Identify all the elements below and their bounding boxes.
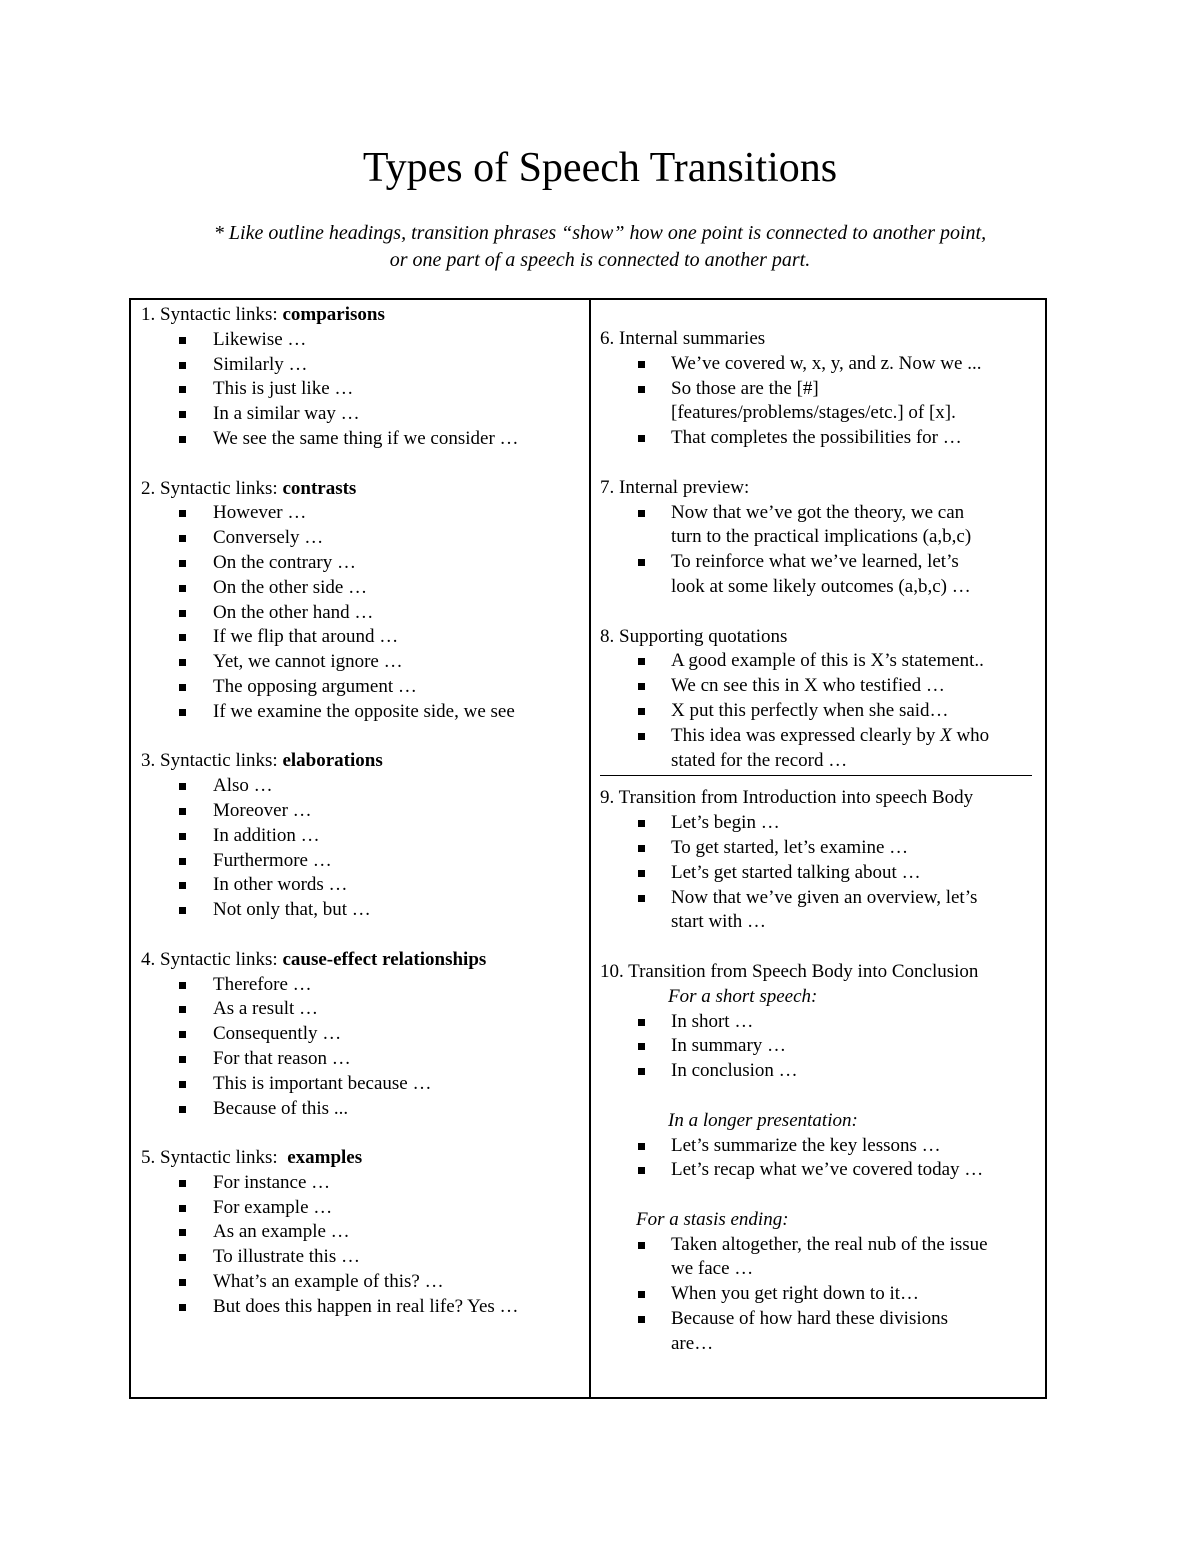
section-heading: 8. Supporting quotations [600, 625, 788, 647]
phrase-list [141, 328, 581, 452]
list-item: On the other side … [141, 576, 581, 601]
list-item: If we flip that around … [141, 625, 581, 650]
list-item: Yet, we cannot ignore … [141, 650, 581, 675]
list-item: On the contrary … [141, 551, 581, 576]
list-item: For instance … [141, 1171, 581, 1196]
list-item: Now that we’ve got the theory, we can turn to the practical implications (a,b,c) [600, 501, 1040, 551]
list-item: The opposing argument … [141, 675, 581, 700]
list-item: Let’s get started talking about … [600, 861, 1040, 886]
list-item: Moreover … [141, 799, 581, 824]
list-item: As an example … [141, 1220, 581, 1245]
intro-note-line-1: * Like outline headings, transition phrases “show” how one point is connected to another point, [213, 222, 987, 244]
list-item: In a similar way … [141, 402, 581, 427]
phrase-list [141, 1171, 581, 1320]
list-item: Consequently … [141, 1022, 581, 1047]
section-body-to-conclusion [600, 960, 1040, 1357]
short-speech-label: For a short speech: [668, 985, 818, 1007]
section-examples [141, 1146, 581, 1320]
section-heading: 6. Internal summaries [600, 328, 766, 349]
list-item: X put this perfectly when she said… [600, 699, 1040, 724]
section-cause-effect [141, 948, 581, 1122]
section-heading: 2. Syntactic links: contrasts [141, 477, 357, 499]
list-item: Taken altogether, the real nub of the issue we face … [600, 1233, 1040, 1283]
section-heading: 4. Syntactic links: cause-effect relationships [141, 948, 487, 970]
list-item: Therefore … [141, 973, 581, 998]
list-item: To illustrate this … [141, 1245, 581, 1270]
list-item: Likewise … [141, 328, 581, 353]
list-item: A good example of this is X’s statement.. [600, 649, 1040, 674]
list-item: For example … [141, 1196, 581, 1221]
list-item: If we examine the opposite side, we see [141, 700, 581, 725]
list-item: In addition … [141, 824, 581, 849]
phrase-list [600, 1233, 1040, 1357]
list-item: We’ve covered w, x, y, and z. Now we ... [600, 352, 1040, 377]
section-heading: 1. Syntactic links: comparisons [141, 304, 385, 325]
list-item: To reinforce what we’ve learned, let’s look at some likely outcomes (a,b,c) … [600, 550, 1040, 600]
section-comparisons [141, 303, 581, 452]
phrase-list [141, 501, 581, 724]
page-title: Types of Speech Transitions [362, 145, 838, 191]
list-item: For that reason … [141, 1047, 581, 1072]
list-item: Now that we’ve given an overview, let’s start with … [600, 886, 1040, 936]
list-item: However … [141, 501, 581, 526]
stasis-ending-label: For a stasis ending: [636, 1208, 789, 1230]
phrase-list [600, 501, 1040, 600]
separator-rule [600, 775, 1032, 776]
section-supporting-quotations [600, 625, 1040, 774]
list-item: This is important because … [141, 1072, 581, 1097]
list-item: But does this happen in real life? Yes … [141, 1295, 581, 1320]
list-item: In conclusion … [600, 1059, 1040, 1084]
list-item: We see the same thing if we consider … [141, 427, 581, 452]
phrase-list [600, 1134, 1040, 1184]
phrase-list [141, 774, 581, 923]
list-item: Furthermore … [141, 849, 581, 874]
section-heading: 5. Syntactic links: examples [141, 1147, 363, 1169]
list-item: Because of this ... [141, 1097, 581, 1122]
right-column [600, 300, 1040, 1357]
section-heading: 10. Transition from Speech Body into Conclusion [600, 960, 979, 982]
section-contrasts [141, 477, 581, 725]
section-intro-to-body [600, 786, 1040, 935]
list-item: Also … [141, 774, 581, 799]
list-item: This is just like … [141, 377, 581, 402]
phrase-list [600, 649, 1040, 773]
list-item: Similarly … [141, 353, 581, 378]
column-divider [589, 300, 591, 1397]
intro-note-line-2: or one part of a speech is connected to another part. [389, 249, 811, 271]
phrase-list [600, 811, 1040, 935]
list-item: As a result … [141, 997, 581, 1022]
list-item: In summary … [600, 1034, 1040, 1059]
section-heading: 3. Syntactic links: elaborations [141, 750, 383, 772]
list-item: That completes the possibilities for … [600, 426, 1040, 451]
list-item: We cn see this in X who testified … [600, 674, 1040, 699]
list-item: To get started, let’s examine … [600, 836, 1040, 861]
section-heading: 9. Transition from Introduction into speech Body [600, 787, 974, 809]
list-item: Let’s recap what we’ve covered today … [600, 1158, 1040, 1183]
left-column [141, 300, 581, 1344]
list-item: This idea was expressed clearly by X who stated for the record … [600, 724, 1040, 774]
list-item: Conversely … [141, 526, 581, 551]
phrase-list [600, 1010, 1040, 1084]
list-item: So those are the [#] [features/problems/stages/etc.] of [x]. [600, 377, 1040, 427]
longer-presentation-label: In a longer presentation: [668, 1109, 858, 1131]
list-item: Let’s summarize the key lessons … [600, 1134, 1040, 1159]
phrase-list [141, 973, 581, 1122]
list-item: When you get right down to it… [600, 1282, 1040, 1307]
list-item: Because of how hard these divisions are… [600, 1307, 1040, 1357]
section-internal-preview [600, 476, 1040, 600]
section-elaborations [141, 749, 581, 923]
list-item: Not only that, but … [141, 898, 581, 923]
section-heading: 7. Internal preview: [600, 476, 750, 498]
list-item: What’s an example of this? … [141, 1270, 581, 1295]
phrase-list [600, 352, 1040, 451]
list-item: In short … [600, 1010, 1040, 1035]
intro-note [100, 220, 1100, 274]
list-item: On the other hand … [141, 601, 581, 626]
transitions-table [129, 298, 1047, 1399]
list-item: In other words … [141, 873, 581, 898]
list-item: Let’s begin … [600, 811, 1040, 836]
section-internal-summaries [600, 327, 1040, 451]
